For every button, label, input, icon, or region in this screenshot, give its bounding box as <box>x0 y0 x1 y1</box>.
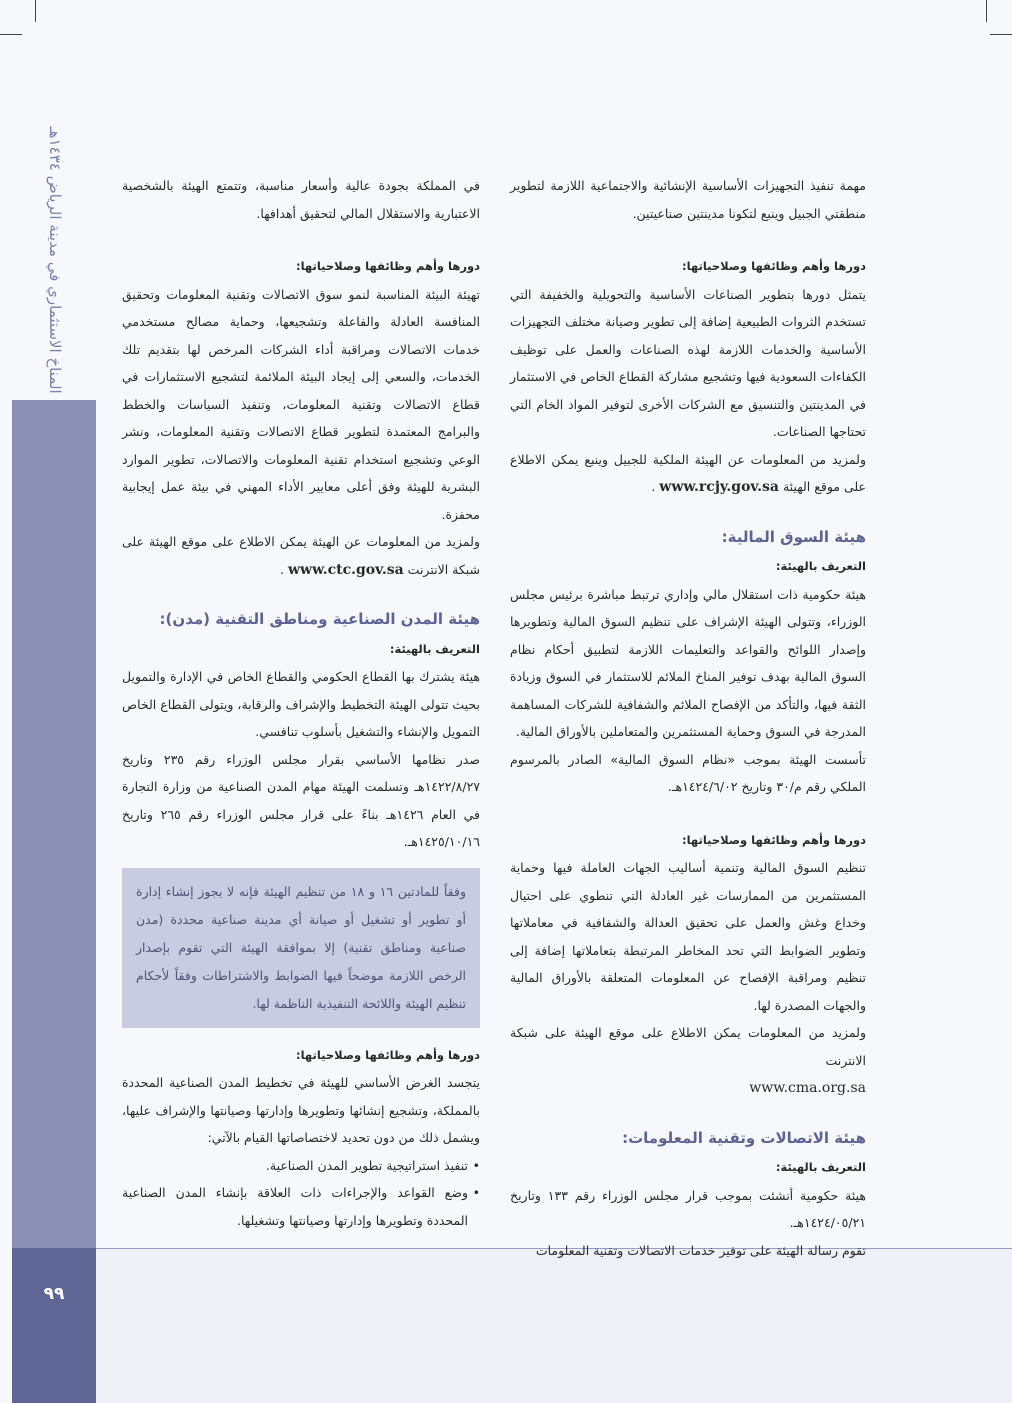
establishment-paragraph: تأسست الهيئة بموجب «نظام السوق المالية» الصادر بالمرسوم الملكي رقم م/٣٠ وتاريخ ١٤٢٤/٦/٠٢هـ. <box>510 751 866 794</box>
spacer <box>510 801 866 827</box>
website-line <box>510 1074 866 1103</box>
more-info-paragraph: ولمزيد من المعلومات عن الهيئة يمكن الاطلاع على موقع الهيئة على شبكة الانترنت www.ctc.gov.sa . <box>122 534 480 578</box>
section-title-ctc: هيئة الاتصالات وتقنية المعلومات: <box>622 1128 866 1147</box>
more-info-text: ولمزيد من المعلومات يمكن الاطلاع على موقع الهيئة على شبكة الانترنت <box>510 1025 866 1068</box>
page-number-block <box>12 1248 96 1403</box>
running-title-text: المناخ الاستثماري في مدينة الرياض ١٤٣٤هـ <box>46 126 64 394</box>
list-item: • تنفيذ استراتيجية تطوير المدن الصناعية. <box>122 1152 480 1180</box>
role-heading: دورها وأهم وظائفها وصلاحياتها: <box>682 259 866 273</box>
website-link[interactable]: www.ctc.gov.sa <box>287 561 404 578</box>
section-title-cma: هيئة السوق المالية: <box>721 527 866 546</box>
section-title-modon: هيئة المدن الصناعية ومناطق التقنية (مدن): <box>159 610 480 628</box>
crop-mark <box>986 0 987 22</box>
left-column <box>122 172 480 1234</box>
crop-mark <box>0 34 22 35</box>
website-link[interactable]: www.cma.org.sa <box>749 1080 866 1096</box>
role-paragraph: يتمثل دورها بتطوير الصناعات الأساسية والتحويلية والخفيفة التي تستخدم الثروات الطبيعية إضافة إلى تطوير وصيانة مختلف التجهيزات الأساسية والخدمات اللازمة لهذه الصناعات والعمل على توظيف الكفاءات السعودية فيها وتشجيع مشاركة القطاع الخاص في الاستثمار في المدينتين والتنسيق مع الشركات الأخرى لتوفير المواد الخام التي تحتاجها الصناعات. <box>510 286 866 439</box>
note-box <box>122 868 480 1028</box>
spacer <box>510 227 866 253</box>
list-item: • وضع القواعد والإجراءات ذات العلاقة بإنشاء المدن الصناعية المحددة وتطويرها وإدارتها وصيانتها وتشغيلها. <box>122 1179 480 1234</box>
role-heading: دورها وأهم وظائفها وصلاحياتها: <box>682 832 866 847</box>
role-paragraph: تهيئة البيئة المناسبة لنمو سوق الاتصالات وتقنية المعلومات وتحقيق المنافسة العادلة والفاعلة وتشجيعها، وحماية مصالح مستخدمي خدمات الاتصالات ومراقبة أداء الشركات المرخص لها بتقديم تلك الخدمات، والسعي إلى إيجاد البيئة الملائمة لتشجيع الاستثمارات في قطاع الاتصالات وتقنية المعلومات، وتنفيذ السياسات والخطط والبرامج المعتمدة لتطوير قطاع الاتصالات وتقنية المعلومات، ونشر الوعي وتشجيع استخدام تقنية المعلومات والاتصالات، تطوير الموارد البشرية للهيئة وفق أعلى معايير الأداء المهني في بيئة عمل إيجابية محفزة. <box>122 286 480 522</box>
intro-paragraph: مهمة تنفيذ التجهيزات الأساسية الإنشائية والاجتماعية اللازمة لتطوير منطقتي الجبيل وينبع لتكونا مدينتين صناعيتين. <box>510 178 866 221</box>
crop-mark <box>990 34 1012 35</box>
role-heading: دورها وأهم وظائفها وصلاحياتها: <box>296 259 480 273</box>
sidebar-band <box>12 400 96 1248</box>
right-column <box>510 172 866 1264</box>
mission-continuation: في المملكة بجودة عالية وأسعار مناسبة، وتتمتع الهيئة بالشخصية الاعتبارية والاستقلال المالي لتحقيق أهدافها. <box>122 178 480 221</box>
definition-paragraph: هيئة حكومية أنشئت بموجب قرار مجلس الوزراء رقم ١٣٣ وتاريخ ١٤٢٤/٠٥/٢١هـ. <box>510 1187 866 1230</box>
definition-paragraph: هيئة يشترك بها القطاع الحكومي والقطاع الخاص في الإدارة والتمويل بحيث تتولى الهيئة التخطيط والإشراف والرقابة، ويتولى القطاع الخاص التمويل والإنشاء والتشغيل بأسلوب تنافسي. <box>122 669 480 739</box>
role-paragraph: يتجسد الغرض الأساسي للهيئة في تخطيط المدن الصناعية المحددة بالمملكة، وتشجيع إنشائها وتطويرها وإدارتها وصيانتها والإشراف عليها، ويشمل ذلك من دون تحديد لاختصاصاتها القيام بالآتي: <box>122 1075 480 1145</box>
footer-band <box>96 1248 1012 1403</box>
more-info-text: ولمزيد من المعلومات عن الهيئة يمكن الاطلاع على موقع الهيئة على شبكة الانترنت <box>122 534 480 577</box>
definition-paragraph: هيئة حكومية ذات استقلال مالي وإداري ترتبط مباشرة برئيس مجلس الوزراء، وتتولى الهيئة الإشراف على تنظيم السوق المالية وتطويرها وإصدار اللوائح والقواعد والتعليمات اللازمة لتطبيق أحكام نظام السوق المالية بهدف توفير المناخ الملائم للاستثمار في السوق وزيادة الثقة فيها، والتأكد من الإفصاح الملائم والشفافية للشركات المساهمة المدرجة في السوق وحماية المستثمرين والمتعاملين بالأوراق المالية. <box>510 586 866 739</box>
definition-heading: التعريف بالهيئة: <box>389 641 480 656</box>
note-text: وفقاً للمادتين ١٦ و ١٨ من تنظيم الهيئة فإنه لا يجوز إنشاء إدارة أو تطوير أو تشغيل أو صيانة أي مدينة صناعية محددة (مدن صناعية ومناطق تقنية) إلا بموافقة الهيئة التي تقوم بإصدار الرخص اللازمة موضحاً فيها الضوابط والاشتراطات وفقاً لأحكام تنظيم الهيئة واللائحة التنفيذية الناظمة لها. <box>136 883 467 1011</box>
crop-mark <box>35 0 36 22</box>
definition-heading: التعريف بالهيئة: <box>775 1160 866 1174</box>
mission-paragraph: تقوم رسالة الهيئة على توفير خدمات الاتصالات وتقنية المعلومات <box>535 1242 866 1258</box>
more-info-paragraph: ولمزيد من المعلومات عن الهيئة الملكية للجبيل وينبع يمكن الاطلاع على موقع الهيئة www.rcjy.gov.sa . <box>510 451 866 495</box>
role-paragraph: تنظيم السوق المالية وتنمية أساليب الجهات العاملة فيها وحماية المستثمرين من الممارسات غير العادلة التي تنطوي على احتيال وخداع وغش والعمل على تحقيق العدالة والشفافية في معاملاتها وتطوير الضوابط التي تحد المخاطر المرتبطة بتعاملاتها إضافة إلى تنظيم ومراقبة الإفصاح عن المعلومات المتعلقة بالأوراق المالية والجهات المصدرة لها. <box>510 860 866 1013</box>
establishment-paragraph: صدر نظامها الأساسي بقرار مجلس الوزراء رقم ٢٣٥ وتاريخ ١٤٢٢/٨/٢٧هـ وتسلمت الهيئة مهام المدن الصناعية من وزارة التجارة في العام ١٤٢٦هـ بناءً على قرار مجلس الوزراء رقم ٢٦٥ وتاريخ ١٤٢٥/١٠/١٦هـ. <box>122 751 481 849</box>
running-title <box>35 120 75 400</box>
spacer <box>122 227 480 253</box>
role-heading: دورها وأهم وظائفها وصلاحياتها: <box>296 1047 480 1062</box>
definition-heading: التعريف بالهيئة: <box>775 559 866 573</box>
bullet-list <box>122 1152 480 1235</box>
page-number: ٩٩ <box>43 1284 65 1304</box>
website-link[interactable]: www.rcjy.gov.sa <box>659 479 779 495</box>
more-info-text: ولمزيد من المعلومات عن الهيئة الملكية للجبيل وينبع يمكن الاطلاع على موقع الهيئة <box>510 451 866 494</box>
